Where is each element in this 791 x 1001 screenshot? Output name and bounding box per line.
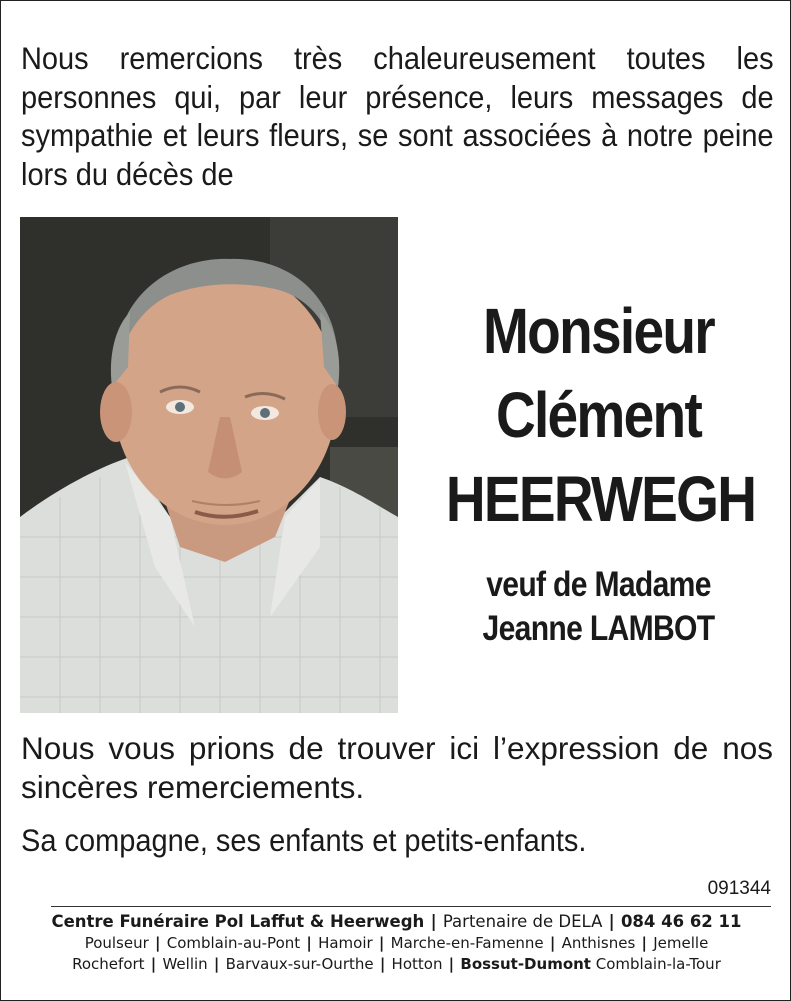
phone-number: 084 46 62 11 <box>620 912 742 931</box>
portrait-photo <box>20 217 398 713</box>
deceased-name <box>421 289 776 541</box>
thanks-text: Nous vous prions de trouver ici l’expression de nos sincères remerciements. <box>21 730 773 805</box>
footer-locations-line: Rochefort | Wellin | Barvaux-sur-Ourthe | Hotton | Bossut-Dumont Comblain-la-Tour <box>72 955 721 973</box>
widow-of <box>421 563 776 651</box>
location: Barvaux-sur-Ourthe <box>225 955 374 973</box>
footer-divider <box>51 906 771 907</box>
location: Marche-en-Famenne <box>390 934 544 952</box>
intro-text: Nous remercions très chaleureusement toutes les personnes qui, par leur présence, leurs messages de sympathie et leurs fleurs, se sont associées à notre peine lors du décès de <box>21 40 774 192</box>
widow-line-2: Jeanne LAMBOT <box>482 609 715 648</box>
location: Jemelle <box>653 934 709 952</box>
location: Hamoir <box>318 934 373 952</box>
location: Anthisnes <box>561 934 636 952</box>
deceased-first-name: Clément <box>495 379 702 451</box>
family-signature: Sa compagne, ses enfants et petits-enfants. <box>21 822 587 858</box>
widow-line-1: veuf de Madame <box>486 565 711 604</box>
partner-label: Partenaire de DELA <box>442 912 603 931</box>
location: Rochefort <box>72 955 145 973</box>
footer-locations-line: Poulseur | Comblain-au-Pont | Hamoir | Marche-en-Famenne | Anthisnes | Jemelle <box>84 934 709 952</box>
partner-funeral-home: Bossut-Dumont <box>460 955 591 973</box>
deceased-title: Monsieur <box>483 295 714 367</box>
partner-location: Comblain-la-Tour <box>595 955 721 973</box>
funeral-home-name: Centre Funéraire Pol Laffut & Heerwegh <box>51 912 425 931</box>
footer-company-line: Centre Funéraire Pol Laffut & Heerwegh | Partenaire de DELA | 084 46 62 11 <box>51 912 742 931</box>
reference-number: 091344 <box>707 878 771 899</box>
location: Poulseur <box>84 934 149 952</box>
deceased-last-name: HEERWEGH <box>445 463 756 535</box>
location: Wellin <box>162 955 208 973</box>
location: Hotton <box>391 955 443 973</box>
location: Comblain-au-Pont <box>166 934 301 952</box>
